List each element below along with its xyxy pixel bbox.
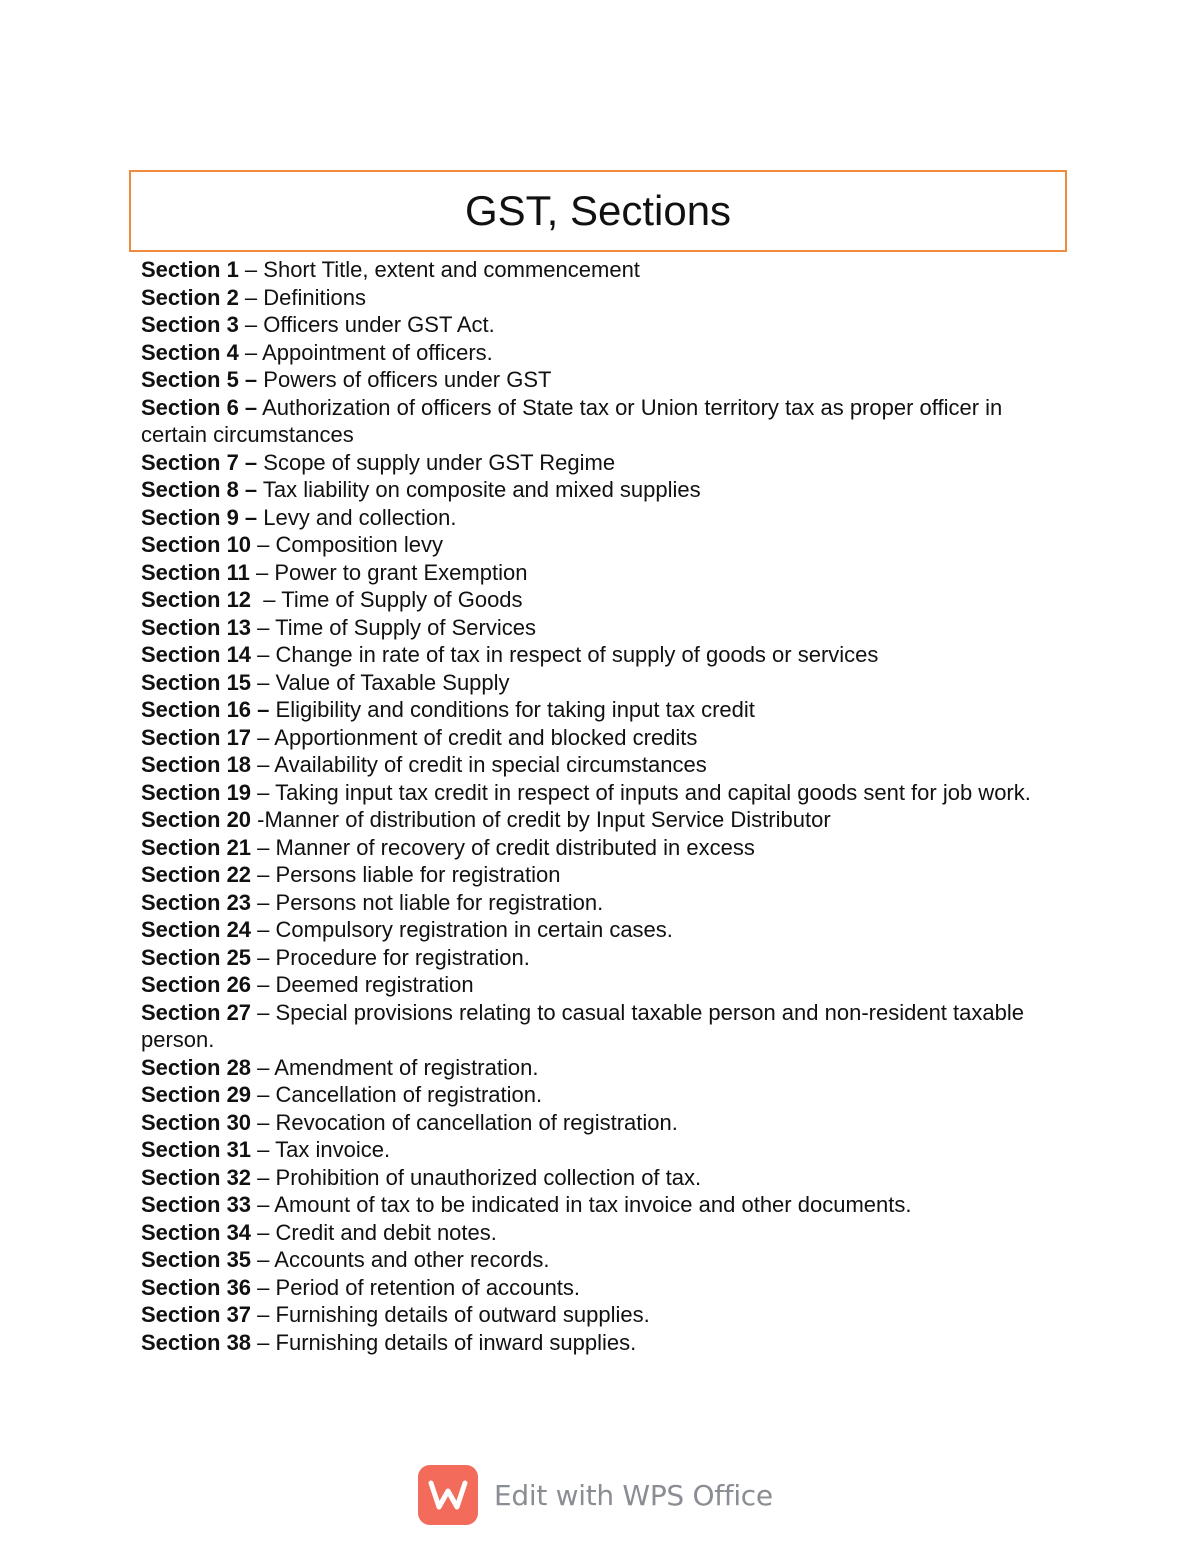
section-number: Section 37 [141,1302,252,1327]
section-number: Section 33 [141,1192,252,1217]
section-description: Powers of officers under GST [263,367,552,392]
section-separator: – [251,917,276,942]
section-description: Compulsory registration in certain cases. [275,917,673,942]
section-number: Section 22 [141,862,252,887]
section-number: Section 26 [141,972,252,997]
section-separator: – [251,642,276,667]
section-description: Tax invoice. [275,1137,391,1162]
section-item [141,1329,1061,1357]
section-item [141,944,1061,972]
section-number: Section 28 [141,1054,252,1080]
section-separator: – [251,999,276,1025]
section-number: Section 15 [141,669,252,695]
section-item [141,861,1061,889]
section-item [141,916,1061,944]
section-item [141,751,1061,779]
section-description: Persons liable for registration [275,862,561,887]
section-separator: – [249,559,275,585]
section-list [141,256,1061,1356]
title-box [129,170,1067,252]
section-description: Revocation of cancellation of registration. [275,1109,678,1135]
section-item [141,1301,1061,1329]
wps-edit-text: Edit with WPS Office [494,1478,773,1512]
section-item [141,339,1061,367]
section-separator: – [238,257,264,282]
section-number: Section 31 [141,1137,252,1162]
section-number: Section 25 [141,944,252,970]
section-separator: – [251,779,276,805]
section-item [141,779,1061,807]
section-description: Short Title, extent and commencement [263,257,640,282]
section-description: Prohibition of unauthorized collection of tax. [275,1164,702,1190]
section-separator: – [251,532,276,557]
section-description: Period of retention of accounts. [275,1274,581,1300]
section-number: Section 4 [141,339,239,365]
section-number: Section 32 [141,1164,252,1190]
section-description: Levy and collection. [263,504,457,530]
section-separator: – [251,1247,275,1272]
section-separator: – [251,834,276,860]
section-number: Section 1 [141,257,239,282]
section-separator: – [251,1082,276,1107]
section-description: Deemed registration [275,972,474,997]
section-description: Amendment of registration. [274,1054,539,1080]
section-separator: – [251,944,276,970]
section-number: Section 19 [141,779,252,805]
section-number: Section 16 – [141,697,270,722]
section-description: Accounts and other records. [274,1247,550,1272]
section-description: Change in rate of tax in respect of supply of goods or services [275,642,879,667]
section-item [141,1246,1061,1274]
section-separator: – [251,1137,276,1162]
section-item [141,559,1061,587]
section-description: Manner of distribution of credit by Input Service Distributor [264,807,831,832]
section-description: Officers under GST Act. [263,312,495,337]
section-number: Section 6 – [141,394,258,420]
section-item [141,394,1061,449]
section-item [141,1164,1061,1192]
section-separator: – [251,862,276,887]
section-item [141,724,1061,752]
section-description: Persons not liable for registration. [275,889,604,915]
section-separator: – [251,1054,275,1080]
page-title: GST, Sections [464,187,732,234]
section-item [141,1191,1061,1219]
section-description: Cancellation of registration. [275,1082,543,1107]
section-item [141,669,1061,697]
section-item [141,531,1061,559]
section-number: Section 5 – [141,367,258,392]
section-description: Furnishing details of inward supplies. [275,1329,637,1355]
section-item [141,696,1061,724]
section-number: Section 12 [141,587,252,612]
section-separator: – [251,1192,275,1217]
section-number: Section 13 [141,614,252,640]
section-number: Section 35 [141,1247,252,1272]
section-number: Section 24 [141,917,252,942]
section-description: Time of Supply of Goods [281,587,523,612]
section-separator: – [251,587,282,612]
section-item [141,889,1061,917]
section-number: Section 34 [141,1219,252,1245]
section-description: Power to grant Exemption [274,559,528,585]
section-item [141,311,1061,339]
section-description: Tax liability on composite and mixed supplies [262,477,701,502]
section-number: Section 23 [141,889,252,915]
section-item [141,1054,1061,1082]
wps-edit-banner[interactable] [418,1464,773,1526]
section-item [141,504,1061,532]
section-number: Section 20 [141,807,252,832]
section-item [141,476,1061,504]
section-number: Section 36 [141,1274,252,1300]
section-item [141,1274,1061,1302]
section-item [141,449,1061,477]
section-number: Section 14 [141,642,252,667]
section-description: Availability of credit in special circumstances [274,752,707,777]
section-separator: – [251,889,276,915]
section-description: Authorization of officers of State tax or Union territory tax as proper officer in certain circumstances [141,394,1003,447]
section-number: Section 7 – [141,449,258,475]
section-item [141,1219,1061,1247]
section-separator: – [251,1109,276,1135]
section-description: Time of Supply of Services [275,614,536,640]
section-separator: – [251,669,276,695]
section-separator: – [251,1302,276,1327]
section-number: Section 2 [141,284,239,310]
section-number: Section 38 [141,1329,252,1355]
section-number: Section 11 [141,559,250,585]
section-description: Credit and debit notes. [275,1219,497,1245]
section-separator: – [251,752,275,777]
section-item [141,999,1061,1054]
section-item [141,366,1061,394]
wps-office-logo-icon [418,1465,478,1525]
section-separator: – [238,284,264,310]
section-item [141,586,1061,614]
section-item [141,641,1061,669]
section-separator: – [251,1274,276,1300]
section-description: Special provisions relating to casual taxable person and non-resident taxable person. [141,999,1024,1052]
section-item [141,284,1061,312]
section-separator: – [251,1219,276,1245]
section-description: Appointment of officers. [262,339,493,365]
section-description: Manner of recovery of credit distributed in excess [275,834,755,860]
section-separator: – [238,312,264,337]
section-item [141,1109,1061,1137]
section-separator: – [238,339,263,365]
section-separator: – [251,614,276,640]
section-item [141,971,1061,999]
section-separator: – [251,1329,276,1355]
section-item [141,806,1061,834]
section-number: Section 29 [141,1082,252,1107]
section-number: Section 30 [141,1109,252,1135]
section-description: Scope of supply under GST Regime [263,449,616,475]
section-description: Definitions [263,284,366,310]
section-number: Section 8 – [141,477,258,502]
section-description: Value of Taxable Supply [275,669,510,695]
section-number: Section 17 [141,724,252,750]
section-description: Composition levy [275,532,444,557]
section-separator: – [251,972,276,997]
section-number: Section 10 [141,532,252,557]
section-item [141,256,1061,284]
section-separator: – [251,1164,276,1190]
section-description: Procedure for registration. [275,944,530,970]
section-number: Section 18 [141,752,252,777]
section-item [141,834,1061,862]
section-description: Eligibility and conditions for taking input tax credit [275,697,755,722]
section-item [141,1136,1061,1164]
section-description: Furnishing details of outward supplies. [275,1302,650,1327]
section-description: Apportionment of credit and blocked credits [274,724,698,750]
section-separator: - [251,807,265,832]
section-number: Section 27 [141,999,252,1025]
section-number: Section 3 [141,312,239,337]
section-separator: – [251,724,275,750]
section-number: Section 21 [141,834,252,860]
section-description: Taking input tax credit in respect of inputs and capital goods sent for job work. [275,779,1031,805]
section-description: Amount of tax to be indicated in tax invoice and other documents. [274,1192,912,1217]
section-number: Section 9 – [141,504,258,530]
section-item [141,614,1061,642]
section-item [141,1081,1061,1109]
